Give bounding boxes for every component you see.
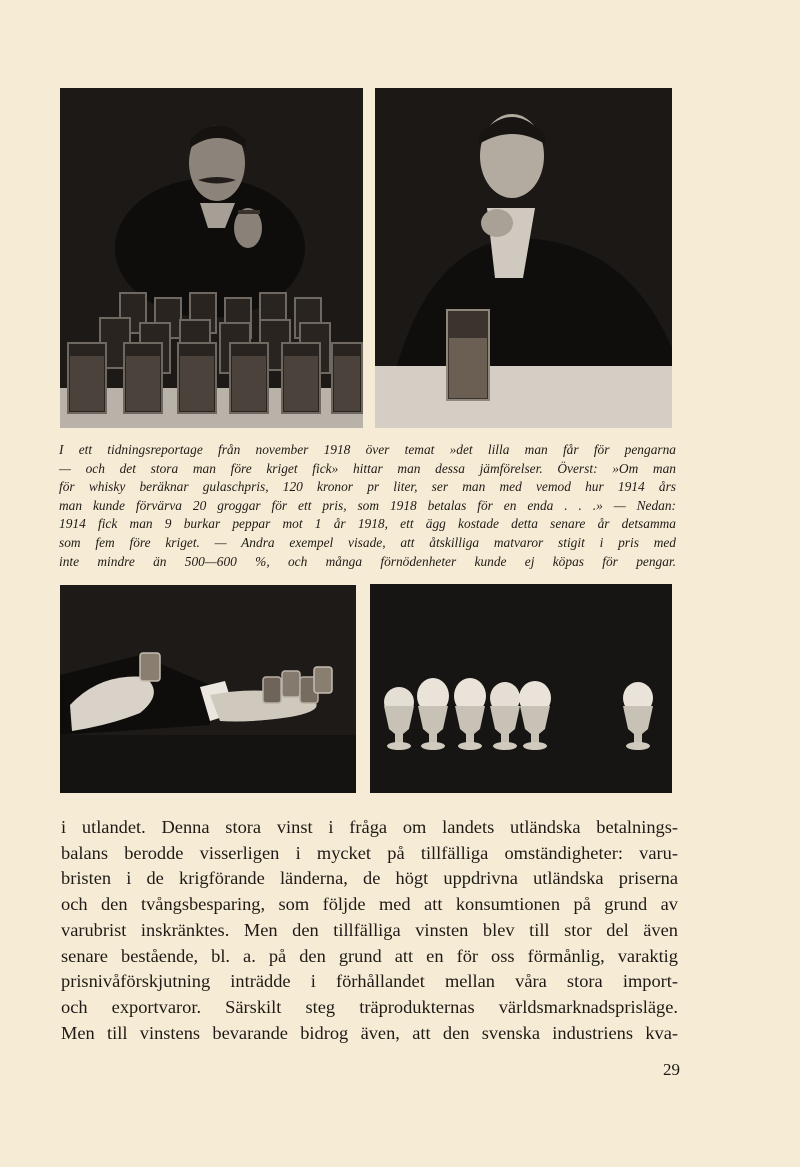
body-line: bristen i de krigförande länderna, de högt uppdrivna utländska priserna — [61, 868, 678, 889]
body-line: balans berodde visserligen i mycket på tillfälliga omständigheter: varu- — [61, 842, 678, 863]
photo-whisky-groggar — [60, 88, 363, 428]
photo-eggs-in-cups — [370, 584, 672, 793]
caption-line: för whisky beräknar gulaschpris, 120 kronor pr liter, ser man med vemod hur 1914 års — [59, 479, 676, 495]
caption-line: — och det stora man före kriget fick» hittar man dessa jämförelser. Överst: »Om man — [59, 460, 676, 476]
photo-man-one-glass — [375, 88, 672, 428]
caption-line: som fem före kriget. — Andra exempel visade, att åtskilliga matvaror stigit i pris med — [59, 534, 676, 550]
body-line: i utlandet. Denna stora vinst i fråga om landets utländska betalnings- — [61, 817, 678, 837]
body-line: varubrist inskränktes. Men den tillfälliga vinsten blev till stor del även — [61, 919, 678, 940]
caption-line: I ett tidningsreportage från november 1918 över temat »det lilla man får för pengarna — [59, 442, 676, 457]
body-line: och den tvångsbesparing, som följde med att konsumtionen på grund av — [61, 894, 678, 915]
body-text — [61, 815, 678, 1046]
photo-pepper-tins-hands — [60, 585, 356, 793]
caption-line: 1914 fick man 9 burkar peppar mot 1 år 1918, ett ägg kostade detta senare år detsamma — [59, 516, 676, 532]
body-line: senare bestående, bl. a. på den grund att en för oss förmånlig, varaktig — [61, 945, 678, 966]
body-line: prisnivåförskjutning inträdde i förhållandet mellan våra stora import- — [61, 971, 678, 992]
caption-line: man kunde förvärva 20 groggar för ett pris, som 1918 betalas för en enda . . .» — Nedan: — [59, 497, 676, 513]
page-number: 29 — [663, 1060, 680, 1079]
body-line: och exportvaror. Särskilt steg träprodukternas världsmarknadsprisläge. — [61, 996, 678, 1017]
body-line: Men till vinstens bevarande bidrog även, att den svenska industriens kva- — [61, 1022, 678, 1043]
photo-caption — [59, 441, 676, 571]
caption-line: inte mindre än 500—600 %, och många förnödenheter kunde ej köpas för pengar. — [59, 553, 676, 569]
